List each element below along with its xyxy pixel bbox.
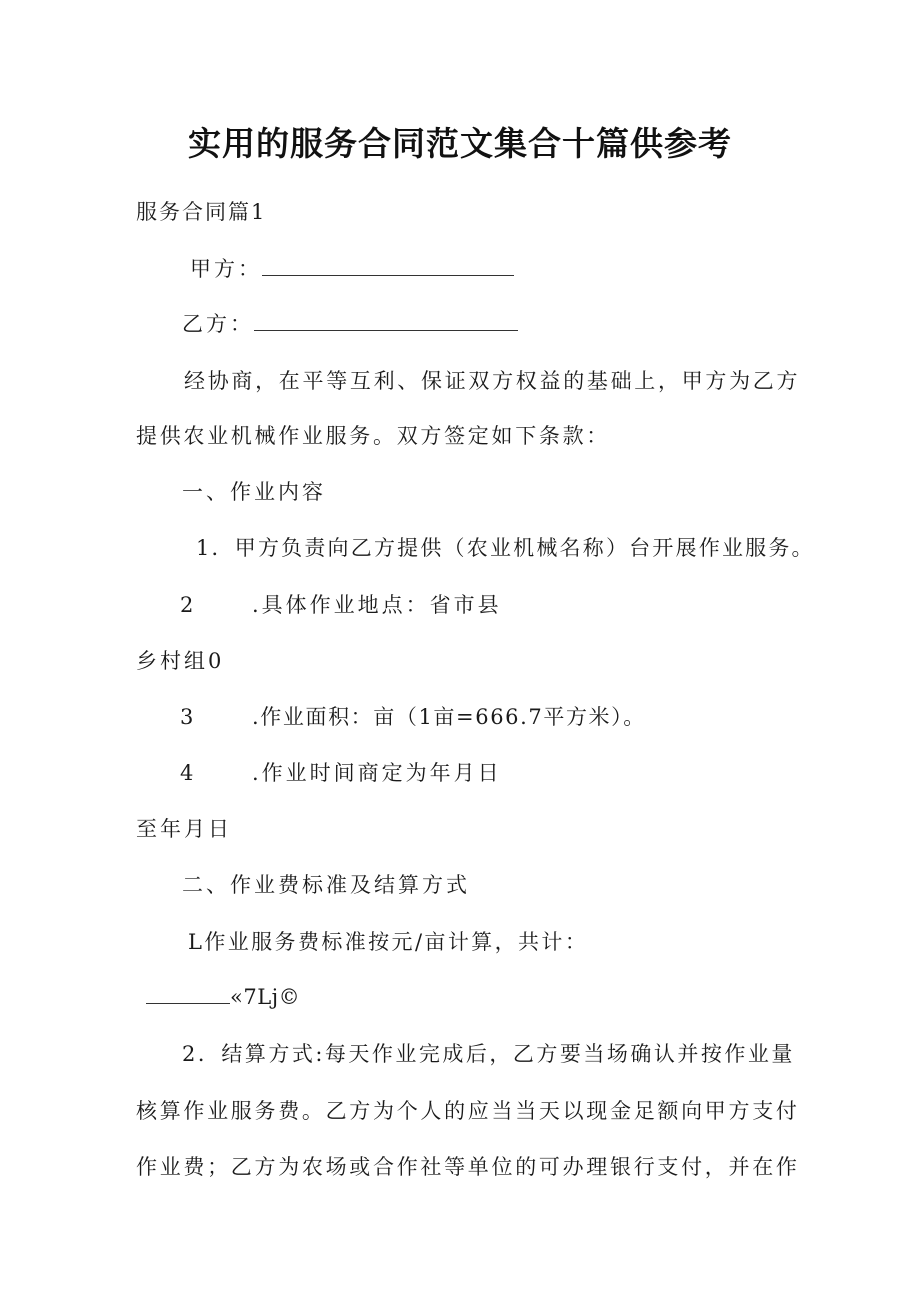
settlement-line-1: 2．结算方式:每天作业完成后，乙方要当场确认并按作业量 xyxy=(182,1042,795,1066)
section1-heading: 一、作业内容 xyxy=(182,480,326,504)
item-2-text: .具体作业地点：省市县 xyxy=(252,593,502,617)
item-3-number: 3 xyxy=(180,705,197,729)
item-2-number: 2 xyxy=(180,593,197,617)
fee-blank xyxy=(146,985,230,1004)
fee-value: «7Lj© xyxy=(230,985,301,1009)
intro-line-1: 经协商，在平等互利、保证双方权益的基础上，甲方为乙方 xyxy=(184,369,801,393)
party-a-label: 甲方： xyxy=(190,257,262,281)
settlement-line-2: 核算作业服务费。乙方为个人的应当当天以现金足额向甲方支付 xyxy=(136,1099,800,1123)
section-heading: 服务合同篇1 xyxy=(136,200,267,224)
party-a-line xyxy=(190,254,514,284)
settlement-line-3: 作业费；乙方为农场或合作社等单位的可办理银行支付，并在作 xyxy=(136,1155,800,1179)
item-3-text: .作业面积：亩（1亩=666.7平方米）。 xyxy=(252,705,646,729)
fee-line: L作业服务费标准按元/亩计算，共计： xyxy=(188,930,589,954)
fee-value-line xyxy=(146,982,300,1012)
intro-line-2: 提供农业机械作业服务。双方签定如下条款： xyxy=(136,424,610,448)
item-1: 1．甲方负责向乙方提供（农业机械名称）台开展作业服务。 xyxy=(196,536,815,560)
party-b-line xyxy=(182,309,518,339)
section2-heading: 二、作业费标准及结算方式 xyxy=(182,873,470,897)
item-2-continuation: 乡村组0 xyxy=(136,649,225,673)
item-4-text: .作业时间商定为年月日 xyxy=(252,761,502,785)
item-4-number: 4 xyxy=(180,761,197,785)
party-a-blank xyxy=(262,257,514,276)
item-4-continuation: 至年月日 xyxy=(136,817,232,841)
party-b-label: 乙方： xyxy=(182,312,254,336)
party-b-blank xyxy=(254,312,518,331)
document-title: 实用的服务合同范文集合十篇供参考 xyxy=(188,124,732,163)
